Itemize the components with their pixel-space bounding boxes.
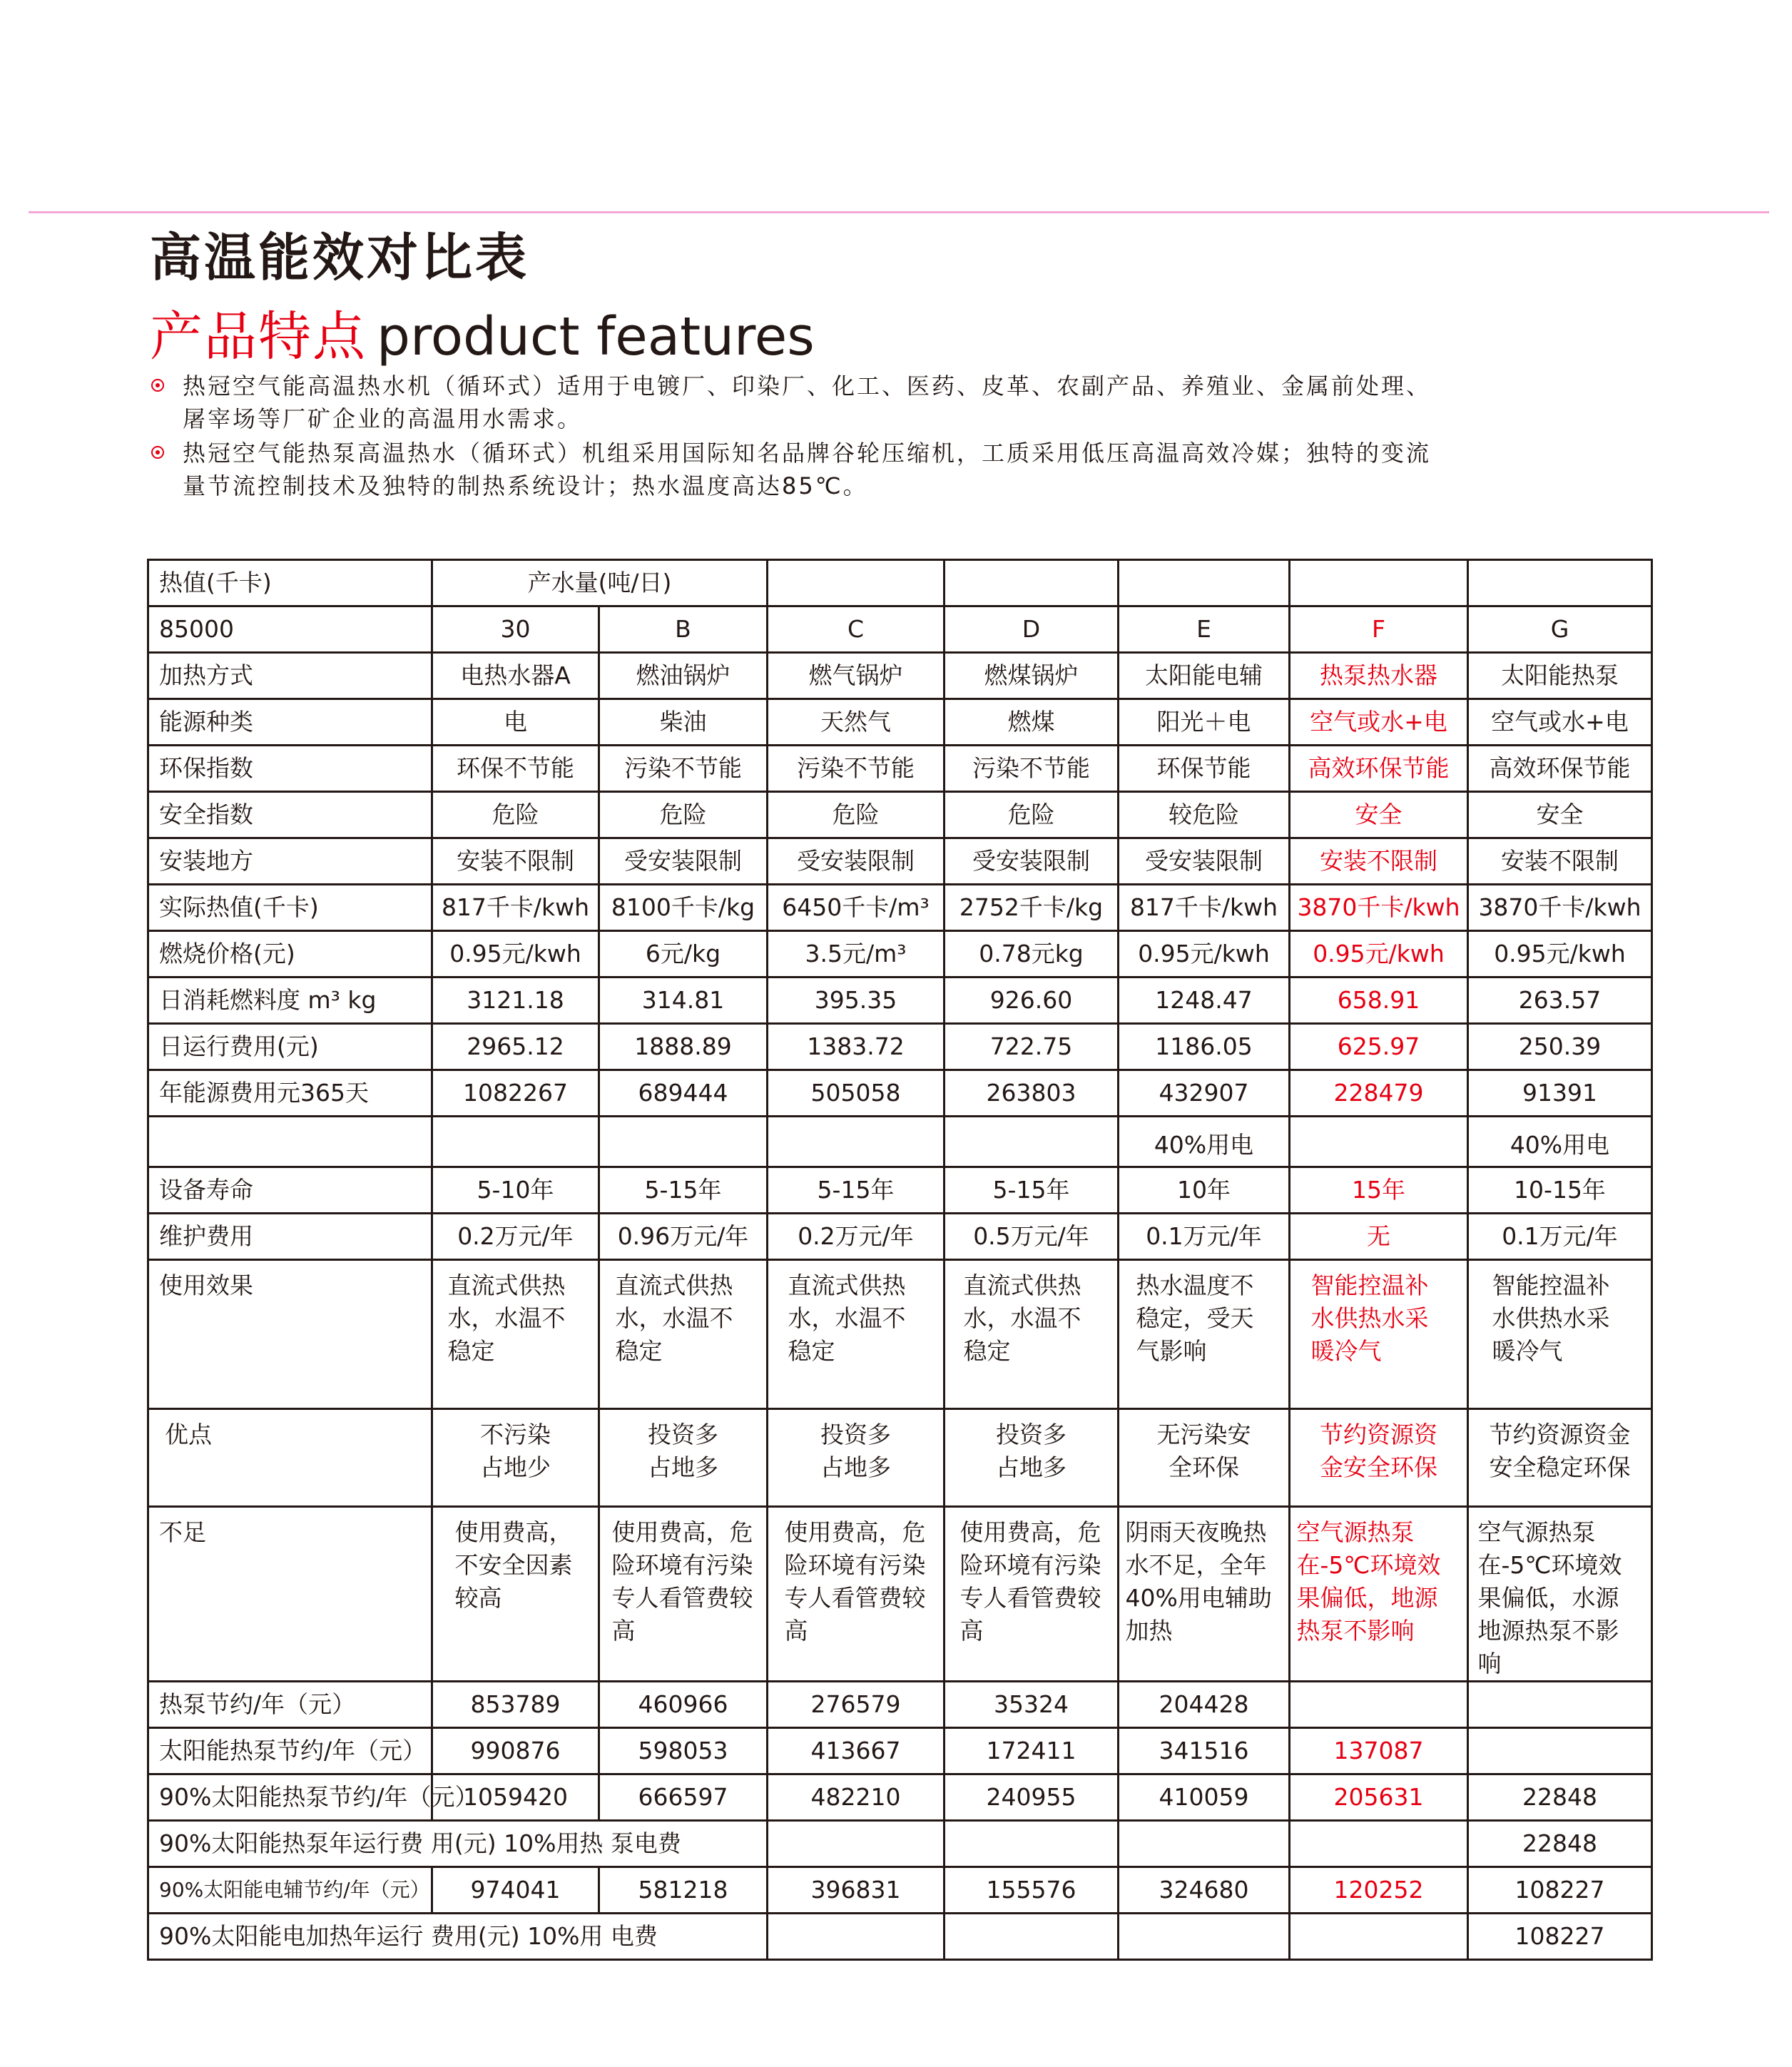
table-cell: 40%用电 xyxy=(1468,1117,1652,1167)
header-cell: B xyxy=(599,606,768,653)
table-cell: 137087 xyxy=(1290,1728,1468,1774)
table-cell: 432907 xyxy=(1119,1070,1290,1117)
table-cell: 环保不节能 xyxy=(432,746,599,792)
table-cell: 燃油锅炉 xyxy=(599,653,768,699)
table-cell xyxy=(945,1117,1119,1167)
table-cell: 413667 xyxy=(768,1728,945,1774)
table-row xyxy=(148,1070,1652,1117)
table-cell: 108227 xyxy=(1468,1914,1652,1960)
table-cell xyxy=(1290,1821,1468,1867)
table-cell: 受安装限制 xyxy=(599,838,768,885)
table-cell xyxy=(1290,1507,1468,1682)
header-cell: C xyxy=(768,606,945,653)
table-cell: 电 xyxy=(432,699,599,746)
table-cell xyxy=(768,1821,945,1867)
table-cell xyxy=(432,1409,599,1507)
table-cell: 受安装限制 xyxy=(1119,838,1290,885)
table-cell: 250.39 xyxy=(1468,1024,1652,1070)
table-cell: 581218 xyxy=(599,1867,768,1914)
comparison-table xyxy=(147,559,1653,1961)
table-cell: 危险 xyxy=(768,792,945,838)
table-row xyxy=(148,653,1652,699)
table-cell xyxy=(1290,1409,1468,1507)
table-cell: 598053 xyxy=(599,1728,768,1774)
table-cell xyxy=(945,1914,1119,1960)
row-label: 设备寿命 xyxy=(148,1167,432,1214)
table-cell xyxy=(599,1507,768,1682)
row-label: 90%太阳能电加热年运行 费用(元) 10%用 电费 xyxy=(148,1914,768,1960)
table-cell: 柴油 xyxy=(599,699,768,746)
row-label: 年能源费用元365天 xyxy=(148,1070,432,1117)
table-cell xyxy=(768,1409,945,1507)
table-row xyxy=(148,1728,1652,1774)
header-cell xyxy=(768,560,945,606)
table-cell: 1186.05 xyxy=(1119,1024,1290,1070)
table-cell xyxy=(945,1409,1119,1507)
table-cell: 5-10年 xyxy=(432,1167,599,1214)
row-label: 燃烧价格(元) xyxy=(148,931,432,977)
table-cell: 安全 xyxy=(1290,792,1468,838)
table-cell: 22848 xyxy=(1468,1774,1652,1821)
table-cell: 污染不节能 xyxy=(945,746,1119,792)
table-row xyxy=(148,1260,1652,1409)
table-cell: 1383.72 xyxy=(768,1024,945,1070)
table-cell: 5-15年 xyxy=(599,1167,768,1214)
table-cell: 燃煤锅炉 xyxy=(945,653,1119,699)
table-cell: 460966 xyxy=(599,1682,768,1728)
table-cell: 危险 xyxy=(945,792,1119,838)
row-label: 热泵节约/年（元） xyxy=(148,1682,432,1728)
table-cell: 108227 xyxy=(1468,1867,1652,1914)
table-cell: 395.35 xyxy=(768,977,945,1024)
bullet-circle-icon xyxy=(151,379,164,392)
table-cell: 热泵热水器 xyxy=(1290,653,1468,699)
table-cell: 0.78元kg xyxy=(945,931,1119,977)
cell-text: 智能控温补水供热水采暖冷气 xyxy=(1492,1271,1610,1365)
table-row xyxy=(148,1024,1652,1070)
table-cell: 0.96万元/年 xyxy=(599,1214,768,1260)
table-cell xyxy=(1290,1117,1468,1167)
table-cell xyxy=(945,1260,1119,1409)
table-row xyxy=(148,1914,1652,1960)
table-cell: 污染不节能 xyxy=(599,746,768,792)
cell-text: 热水温度不稳定，受天气影响 xyxy=(1136,1271,1254,1365)
table-cell: 91391 xyxy=(1468,1070,1652,1117)
table-row xyxy=(148,931,1652,977)
table-cell: 155576 xyxy=(945,1867,1119,1914)
table-cell: 3870千卡/kwh xyxy=(1468,885,1652,931)
table-cell: 8100千卡/kg xyxy=(599,885,768,931)
table-cell: 2752千卡/kg xyxy=(945,885,1119,931)
row-label: 安全指数 xyxy=(148,792,432,838)
table-cell: 0.2万元/年 xyxy=(768,1214,945,1260)
table-cell: 安装不限制 xyxy=(432,838,599,885)
table-cell xyxy=(768,1507,945,1682)
table-cell: 0.95元/kwh xyxy=(1290,931,1468,977)
feature-list xyxy=(151,370,1435,504)
table-cell: 3870千卡/kwh xyxy=(1290,885,1468,931)
feature-item xyxy=(151,437,1435,502)
table-cell: 666597 xyxy=(599,1774,768,1821)
table-cell: 22848 xyxy=(1468,1821,1652,1867)
header-cell: 热值(千卡) xyxy=(148,560,432,606)
cell-text: 空气源热泵在-5℃环境效果偏低，水源地源热泵不影响 xyxy=(1477,1518,1622,1677)
table-cell: 无 xyxy=(1290,1214,1468,1260)
table-row xyxy=(148,1117,1652,1167)
cell-text: 投资多占地多 xyxy=(648,1421,718,1481)
row-label: 安装地方 xyxy=(148,838,432,885)
table-cell: 689444 xyxy=(599,1070,768,1117)
header-cell: D xyxy=(945,606,1119,653)
table-cell: 205631 xyxy=(1290,1774,1468,1821)
row-label: 能源种类 xyxy=(148,699,432,746)
table-row xyxy=(148,1867,1652,1914)
table-cell: 1888.89 xyxy=(599,1024,768,1070)
header-cell xyxy=(1119,560,1290,606)
table-cell: 空气或水+电 xyxy=(1290,699,1468,746)
cell-text: 使用费高，危险环境有污染专人看管费较高 xyxy=(959,1518,1101,1645)
header-cell: E xyxy=(1119,606,1290,653)
cell-text: 直流式供热水，水温不稳定 xyxy=(615,1271,733,1365)
row-label: 维护费用 xyxy=(148,1214,432,1260)
header-cell xyxy=(1290,560,1468,606)
table-cell: 228479 xyxy=(1290,1070,1468,1117)
table-cell: 0.5万元/年 xyxy=(945,1214,1119,1260)
feature-item xyxy=(151,370,1435,435)
cell-text: 阴雨天夜晚热水不足，全年40%用电辅助加热 xyxy=(1125,1518,1272,1645)
table-cell: 5-15年 xyxy=(945,1167,1119,1214)
row-label: 使用效果 xyxy=(148,1260,432,1409)
cell-text: 节约资源资金安全稳定环保 xyxy=(1489,1421,1631,1481)
table-cell xyxy=(432,1260,599,1409)
table-cell: 817千卡/kwh xyxy=(1119,885,1290,931)
header-cell xyxy=(1468,560,1652,606)
table-cell: 722.75 xyxy=(945,1024,1119,1070)
table-cell xyxy=(768,1914,945,1960)
table-cell: 817千卡/kwh xyxy=(432,885,599,931)
table-cell: 污染不节能 xyxy=(768,746,945,792)
table-cell: 482210 xyxy=(768,1774,945,1821)
row-label xyxy=(148,1117,432,1167)
cell-text: 无污染安全环保 xyxy=(1156,1421,1251,1481)
cell-text: 使用费高，危险环境有污染专人看管费较高 xyxy=(611,1518,753,1645)
row-label: 实际热值(千卡) xyxy=(148,885,432,931)
table-cell: 120252 xyxy=(1290,1867,1468,1914)
table-cell: 0.95元/kwh xyxy=(432,931,599,977)
row-label: 90%太阳能热泵节约/年（元） xyxy=(148,1774,432,1821)
row-label: 优点 xyxy=(148,1409,432,1507)
header-cell: F xyxy=(1290,606,1468,653)
table-cell: 2965.12 xyxy=(432,1024,599,1070)
table-cell: 853789 xyxy=(432,1682,599,1728)
table-cell: 625.97 xyxy=(1290,1024,1468,1070)
table-cell: 204428 xyxy=(1119,1682,1290,1728)
table-row xyxy=(148,1507,1652,1682)
header-divider xyxy=(29,211,1769,213)
table-cell: 较危险 xyxy=(1119,792,1290,838)
table-row xyxy=(148,1167,1652,1214)
table-cell xyxy=(599,1409,768,1507)
table-cell: 安装不限制 xyxy=(1468,838,1652,885)
table-cell: 危险 xyxy=(432,792,599,838)
table-cell xyxy=(945,1821,1119,1867)
header-cell xyxy=(945,560,1119,606)
table-row xyxy=(148,1821,1652,1867)
table-cell: 燃气锅炉 xyxy=(768,653,945,699)
table-cell: 安装不限制 xyxy=(1290,838,1468,885)
table-cell: 太阳能热泵 xyxy=(1468,653,1652,699)
feature-text: 热冠空气能热泵高温热水（循环式）机组采用国际知名品牌谷轮压缩机，工质采用低压高温高效冷媒；独特的变流量节流控制技术及独特的制热系统设计；热水温度高达85℃。 xyxy=(183,440,1432,499)
table-cell: 926.60 xyxy=(945,977,1119,1024)
table-cell: 341516 xyxy=(1119,1728,1290,1774)
table-cell: 15年 xyxy=(1290,1167,1468,1214)
table-cell: 高效环保节能 xyxy=(1290,746,1468,792)
cell-text: 空气源热泵在-5℃环境效果偏低，地源热泵不影响 xyxy=(1296,1518,1441,1645)
table-cell: 受安装限制 xyxy=(768,838,945,885)
table-row xyxy=(148,699,1652,746)
cell-text: 使用费高，不安全因素较高 xyxy=(454,1518,573,1612)
page-title: 高温能效对比表 xyxy=(150,228,530,288)
table-cell xyxy=(1468,1260,1652,1409)
subtitle-english: product features xyxy=(377,306,815,367)
table-cell: 990876 xyxy=(432,1728,599,1774)
table-cell: 6元/kg xyxy=(599,931,768,977)
section-subtitle xyxy=(150,305,815,369)
table-cell: 阳光＋电 xyxy=(1119,699,1290,746)
table-row xyxy=(148,792,1652,838)
table-header-row xyxy=(148,560,1652,606)
table-cell: 505058 xyxy=(768,1070,945,1117)
header-cell: 85000 xyxy=(148,606,432,653)
feature-text: 热冠空气能高温热水机（循环式）适用于电镀厂、印染厂、化工、医药、皮革、农副产品、养殖业、金属前处理、屠宰场等厂矿企业的高温用水需求。 xyxy=(183,372,1432,432)
table-cell: 396831 xyxy=(768,1867,945,1914)
table-cell xyxy=(1468,1507,1652,1682)
table-cell: 172411 xyxy=(945,1728,1119,1774)
row-label: 90%太阳能热泵年运行费 用(元) 10%用热 泵电费 xyxy=(148,1821,768,1867)
table-cell xyxy=(1119,1409,1290,1507)
cell-text: 投资多占地多 xyxy=(996,1421,1066,1481)
table-cell: 0.1万元/年 xyxy=(1119,1214,1290,1260)
table-cell xyxy=(432,1507,599,1682)
table-cell: 空气或水+电 xyxy=(1468,699,1652,746)
table-cell: 燃煤 xyxy=(945,699,1119,746)
table-cell: 10年 xyxy=(1119,1167,1290,1214)
table-cell: 高效环保节能 xyxy=(1468,746,1652,792)
table-row xyxy=(148,746,1652,792)
table-cell: 环保节能 xyxy=(1119,746,1290,792)
table-row xyxy=(148,1409,1652,1507)
table-cell xyxy=(599,1117,768,1167)
table-cell: 658.91 xyxy=(1290,977,1468,1024)
table-cell: 安全 xyxy=(1468,792,1652,838)
table-cell xyxy=(1468,1682,1652,1728)
table-cell: 0.95元/kwh xyxy=(1468,931,1652,977)
table-cell: 0.2万元/年 xyxy=(432,1214,599,1260)
table-cell xyxy=(432,1117,599,1167)
table-cell xyxy=(1468,1728,1652,1774)
table-cell xyxy=(768,1117,945,1167)
header-cell: 30 xyxy=(432,606,599,653)
table-cell xyxy=(1290,1682,1468,1728)
table-cell: 天然气 xyxy=(768,699,945,746)
subtitle-chinese: 产品特点 xyxy=(150,306,367,367)
table-header-row xyxy=(148,606,1652,653)
table-cell: 263.57 xyxy=(1468,977,1652,1024)
table-cell: 35324 xyxy=(945,1682,1119,1728)
bullet-circle-icon xyxy=(151,446,164,459)
table-cell: 6450千卡/m³ xyxy=(768,885,945,931)
table-cell xyxy=(1119,1821,1290,1867)
table-cell: 3.5元/m³ xyxy=(768,931,945,977)
table-cell xyxy=(768,1260,945,1409)
row-label: 环保指数 xyxy=(148,746,432,792)
table-cell: 受安装限制 xyxy=(945,838,1119,885)
table-row xyxy=(148,1682,1652,1728)
header-cell: 产水量(吨/日) xyxy=(432,560,768,606)
table-cell: 276579 xyxy=(768,1682,945,1728)
row-label: 日运行费用(元) xyxy=(148,1024,432,1070)
cell-text: 智能控温补水供热水采暖冷气 xyxy=(1310,1271,1429,1365)
table-cell xyxy=(599,1260,768,1409)
cell-text: 直流式供热水，水温不稳定 xyxy=(447,1271,566,1365)
cell-text: 节约资源资金安全环保 xyxy=(1320,1421,1437,1481)
table-cell: 40%用电 xyxy=(1119,1117,1290,1167)
table-cell: 1248.47 xyxy=(1119,977,1290,1024)
row-label: 太阳能热泵节约/年（元） xyxy=(148,1728,432,1774)
table-row xyxy=(148,1214,1652,1260)
cell-text: 直流式供热水，水温不稳定 xyxy=(963,1271,1081,1365)
row-label: 不足 xyxy=(148,1507,432,1682)
table-row xyxy=(148,977,1652,1024)
table-row xyxy=(148,838,1652,885)
table-cell: 5-15年 xyxy=(768,1167,945,1214)
table-row xyxy=(148,1774,1652,1821)
row-label: 加热方式 xyxy=(148,653,432,699)
table-cell xyxy=(1119,1507,1290,1682)
table-cell: 240955 xyxy=(945,1774,1119,1821)
cell-text: 投资多占地多 xyxy=(820,1421,891,1481)
cell-text: 使用费高，危险环境有污染专人看管费较高 xyxy=(784,1518,926,1645)
table-cell: 263803 xyxy=(945,1070,1119,1117)
table-cell xyxy=(1119,1914,1290,1960)
table-cell: 314.81 xyxy=(599,977,768,1024)
table-cell xyxy=(945,1507,1119,1682)
table-cell: 324680 xyxy=(1119,1867,1290,1914)
table-cell xyxy=(1468,1409,1652,1507)
table-cell: 974041 xyxy=(432,1867,599,1914)
cell-text: 直流式供热水，水温不稳定 xyxy=(788,1271,906,1365)
table-cell: 太阳能电辅 xyxy=(1119,653,1290,699)
table-cell: 1082267 xyxy=(432,1070,599,1117)
table-cell: 0.1万元/年 xyxy=(1468,1214,1652,1260)
table-cell: 电热水器A xyxy=(432,653,599,699)
table-cell: 410059 xyxy=(1119,1774,1290,1821)
row-label: 90%太阳能电辅节约/年（元） xyxy=(148,1867,432,1914)
table-cell: 危险 xyxy=(599,792,768,838)
table-cell: 1059420 xyxy=(432,1774,599,1821)
table-cell xyxy=(1119,1260,1290,1409)
table-cell: 3121.18 xyxy=(432,977,599,1024)
table-cell: 10-15年 xyxy=(1468,1167,1652,1214)
table-row xyxy=(148,885,1652,931)
header-cell: G xyxy=(1468,606,1652,653)
table-cell xyxy=(1290,1914,1468,1960)
table-cell: 0.95元/kwh xyxy=(1119,931,1290,977)
row-label: 日消耗燃料度 m³ kg xyxy=(148,977,432,1024)
cell-text: 不污染占地少 xyxy=(480,1421,551,1481)
table-cell xyxy=(1290,1260,1468,1409)
